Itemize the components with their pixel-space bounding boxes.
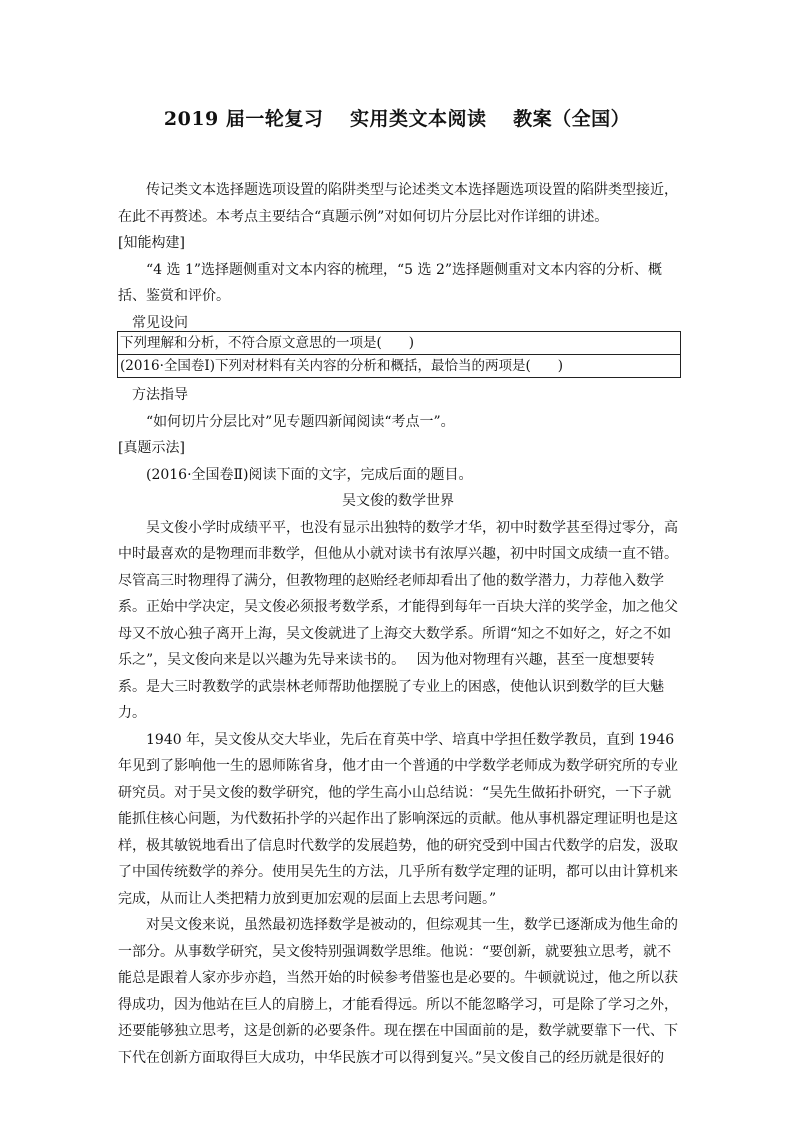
intro-block — [118, 177, 678, 336]
section-heading-knowledge: [知能构建] — [118, 235, 185, 251]
question-row: (2016·全国卷Ⅰ)下列对材料有关内容的分析和概括，最恰当的两项是( ) — [118, 354, 680, 377]
page-title: 2019 届一轮复习 实用类文本阅读 教案（全国） — [163, 108, 631, 130]
article-paragraph: 对吴文俊来说，虽然最初选择数学是被动的，但综观其一生，数学已逐渐成为他生命的一部分。从事数学研究，吴文俊特别强调数学思维。他说：“要创新，就要独立思考，就不能总是跟着人家亦步亦趋，当然开始的时候参考借鉴也是必要的。牛顿就说过，他之所以获得成功，因为他站在巨人的肩膀上，才能看得远。所以不能忽略学习，可是除了学习之外，还要能够独立思考，这是创新的必要条件。现在摆在中国面前的是，数学就要靠下一代、下下代在创新方面取得巨大成功，中华民族才可以得到复兴。”吴文俊自己的经历就是很好的 — [118, 917, 678, 1066]
intro-paragraph: 传记类文本选择题选项设置的陷阱类型与论述类文本选择题选项设置的陷阱类型接近，在此不再赘述。本考点主要结合“真题示例”对如何切片分层比对作详细的讲述。 — [118, 182, 678, 225]
main-block — [118, 382, 678, 1071]
article-title: 吴文俊的数学世界 — [342, 493, 454, 509]
example-source: (2016·全国卷Ⅱ)阅读下面的文字，完成后面的题目。 — [146, 466, 473, 483]
article-paragraph: 吴文俊小学时成绩平平，也没有显示出独特的数学才华，初中时数学甚至得过零分，高中时最喜欢的是物理而非数学，但他从小就对读书有浓厚兴趣，初中时国文成绩一直不错。尽管高三时物理得了满分，但教物理的赵贻经老师却看出了他的数学潜力，力荐他入数学系。正始中学决定，吴文俊必须报考数学系，才能得到每年一百块大洋的奖学金，加之他父母又不放心独子离开上海，吴文俊就进了上海交大数学系。所谓“知之不如好之，好之不如乐之”，吴文俊向来是以兴趣为先导来读书的。 因为他对物理有兴趣，甚至一度想要转系。是大三时教数学的武崇林老师帮助他摆脱了专业上的困惑，使他认识到数学的巨大魅力。 — [118, 519, 678, 721]
knowledge-paragraph: “4 选 1”选择题侧重对文本内容的梳理，“5 选 2”选择题侧重对文本内容的分析、概括、鉴赏和评价。 — [118, 261, 663, 304]
method-label: 方法指导 — [132, 387, 188, 403]
article-paragraph: 1940 年，吴文俊从交大毕业，先后在育英中学、培真中学担任数学教员，直到 1946 年见到了影响他一生的恩师陈省身，他才由一个普通的中学数学老师成为数学研究所的专业研究员。对于吴文俊的数学研究，他的学生高小山总结说：“吴先生做拓扑研究，一下子就能抓住核心问题，为代数拓扑学的兴起作出了影响深远的贡献。他从事机器定理证明也是这样，极其敏锐地看出了信息时代数学的发展趋势，他的研究受到中国古代数学的启发，汲取了中国传统数学的养分。使用吴先生的方法，几乎所有数学定理的证明，都可以由计算机来完成，从而让人类把精力放到更加宏观的层面上去思考问题。” — [118, 731, 678, 907]
question-row: 下列理解和分析，不符合原文意思的一项是( ) — [120, 335, 415, 351]
common-questions-table — [117, 331, 681, 378]
section-heading-example: [真题示法] — [118, 440, 185, 456]
method-paragraph: “如何切片分层比对”见专题四新闻阅读“考点一”。 — [146, 413, 455, 430]
common-questions-label: 常见设问 — [132, 314, 188, 331]
